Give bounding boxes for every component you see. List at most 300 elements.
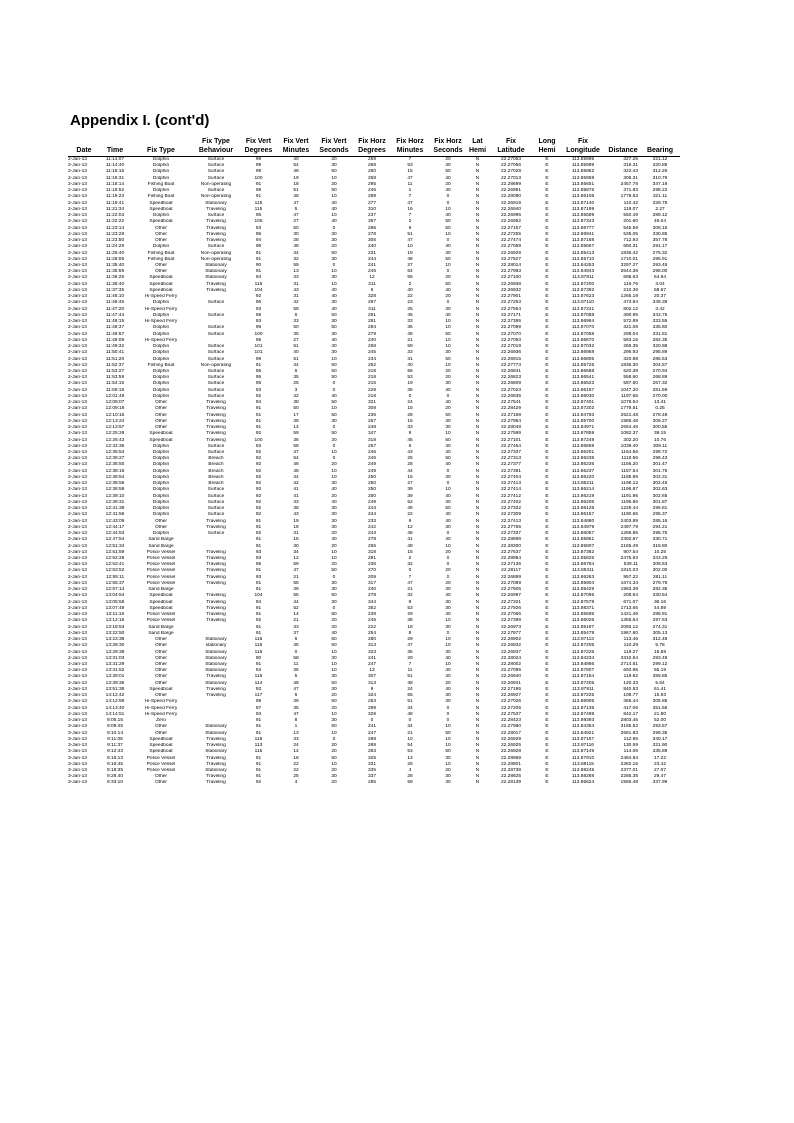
cell-fix-horz-seconds: 50 bbox=[445, 219, 451, 225]
cell-bearing: 270.00 bbox=[652, 393, 668, 399]
cell-time: 12:39:31 bbox=[105, 499, 125, 505]
table-row bbox=[68, 706, 680, 712]
cell-fix-horz-minutes: 31 bbox=[407, 356, 413, 362]
cell-fix-vert-seconds: 20 bbox=[331, 531, 337, 537]
cell-fix-horz-degrees: 318 bbox=[367, 437, 376, 443]
cell-bearing: 293.45 bbox=[652, 262, 668, 268]
cell-fix-vert-seconds: 50 bbox=[331, 568, 337, 574]
table-row bbox=[68, 650, 680, 656]
cell-fix-vert-minutes: 43 bbox=[293, 287, 299, 293]
cell-fix-vert-degrees: 115 bbox=[254, 206, 263, 212]
cell-lat-hemi: N bbox=[475, 630, 480, 636]
cell-bearing: 330.54 bbox=[652, 593, 668, 599]
cell-fix-horz-degrees: 268 bbox=[367, 163, 376, 169]
cell-fix-longitude: 113.86201 bbox=[571, 450, 595, 456]
cell-fix-vert-seconds: 20 bbox=[331, 437, 337, 443]
cell-fix-type-behaviour: Traveling bbox=[206, 206, 226, 212]
cell-fix-longitude: 113.85710 bbox=[571, 256, 595, 262]
cell-time: 11:21:34 bbox=[105, 206, 125, 212]
cell-date: 2-Jan-13 bbox=[68, 499, 87, 505]
cell-fix-horz-degrees: 337 bbox=[367, 774, 376, 780]
cell-date: 2-Jan-13 bbox=[68, 699, 87, 705]
cell-long-hemi: E bbox=[545, 624, 549, 630]
cell-date: 3-Jan-13 bbox=[68, 755, 87, 761]
cell-date: 2-Jan-13 bbox=[68, 206, 87, 212]
cell-fix-horz-minutes: 0 bbox=[408, 393, 412, 399]
header-top-fix-horz-minutes: Fix Horz bbox=[396, 138, 424, 145]
cell-distance: 2403.89 bbox=[620, 518, 638, 524]
cell-distance: 712.93 bbox=[623, 238, 638, 244]
table-row bbox=[68, 194, 680, 200]
cell-fix-horz-seconds: 0 bbox=[446, 574, 450, 580]
cell-time: 11:48:37 bbox=[105, 325, 125, 331]
cell-fix-longitude: 113.85904 bbox=[571, 580, 595, 586]
cell-fix-vert-seconds: 50 bbox=[331, 400, 337, 406]
cell-fix-horz-minutes: 56 bbox=[407, 368, 413, 374]
cell-fix-horz-minutes: 48 bbox=[407, 256, 413, 262]
cell-fix-type: Dolphin bbox=[152, 157, 170, 162]
cell-fix-type-behaviour: Surface bbox=[207, 493, 225, 499]
cell-fix-horz-minutes: 25 bbox=[407, 761, 413, 767]
cell-fix-horz-seconds: 30 bbox=[445, 425, 451, 431]
cell-time: 11:14:40 bbox=[105, 163, 125, 169]
cell-long-hemi: E bbox=[545, 556, 549, 561]
cell-fix-longitude: 113.86220 bbox=[571, 474, 595, 480]
cell-distance: 320.88 bbox=[623, 356, 638, 362]
cell-distance: 535.05 bbox=[623, 231, 638, 237]
cell-fix-vert-seconds: 10 bbox=[331, 711, 337, 717]
cell-date: 2-Jan-13 bbox=[68, 537, 87, 543]
cell-fix-vert-minutes: 19 bbox=[293, 175, 299, 181]
cell-fix-type: Other bbox=[155, 693, 167, 699]
cell-bearing: 295.76 bbox=[652, 531, 668, 537]
cell-long-hemi: E bbox=[545, 300, 549, 306]
cell-fix-latitude: 22.28300 bbox=[500, 543, 521, 549]
cell-fix-vert-degrees: 92 bbox=[255, 493, 262, 499]
cell-fix-type: Other bbox=[155, 774, 167, 780]
cell-lat-hemi: N bbox=[475, 612, 480, 618]
cell-fix-vert-degrees: 99 bbox=[255, 169, 262, 175]
cell-fix-horz-minutes: 53 bbox=[407, 163, 413, 169]
cell-fix-horz-minutes: 9 bbox=[408, 225, 412, 231]
cell-fix-horz-minutes: 53 bbox=[407, 605, 413, 611]
cell-fix-vert-minutes: 54 bbox=[293, 163, 299, 169]
cell-distance: 2803.45 bbox=[620, 718, 638, 724]
cell-distance: 1082.37 bbox=[620, 431, 638, 437]
cell-fix-vert-degrees: 94 bbox=[255, 400, 262, 406]
cell-lat-hemi: N bbox=[475, 568, 480, 574]
cell-fix-latitude: 22.27337 bbox=[500, 450, 521, 456]
cell-fix-horz-degrees: 278 bbox=[367, 537, 376, 543]
cell-distance: 119.07 bbox=[623, 206, 638, 212]
cell-date: 2-Jan-13 bbox=[68, 437, 87, 443]
cell-fix-vert-degrees: 92 bbox=[255, 456, 262, 462]
cell-fix-type-behaviour: Traveling bbox=[206, 238, 226, 244]
table-row bbox=[68, 618, 680, 624]
cell-fix-horz-seconds: 50 bbox=[445, 730, 451, 736]
cell-date: 2-Jan-13 bbox=[68, 256, 87, 262]
cell-time: 11:54:15 bbox=[105, 381, 125, 387]
cell-fix-type: Other bbox=[155, 524, 167, 530]
cell-date: 2-Jan-13 bbox=[68, 406, 87, 412]
cell-lat-hemi: N bbox=[475, 213, 480, 219]
cell-fix-vert-degrees: 101 bbox=[254, 350, 263, 356]
cell-fix-horz-minutes: 1 bbox=[408, 188, 412, 194]
cell-time: 11:22:03 bbox=[105, 213, 125, 219]
cell-fix-type: Dolphin bbox=[152, 356, 170, 362]
cell-distance: 1836.42 bbox=[620, 250, 638, 256]
cell-date: 2-Jan-13 bbox=[68, 580, 87, 586]
cell-time: 11:36:26 bbox=[105, 275, 125, 281]
cell-fix-vert-seconds: 0 bbox=[332, 605, 336, 611]
cell-distance: 319.31 bbox=[623, 163, 638, 169]
cell-fix-longitude: 113.87579 bbox=[571, 599, 595, 605]
cell-fix-horz-degrees: 246 bbox=[367, 188, 376, 194]
cell-date: 2-Jan-13 bbox=[68, 456, 87, 462]
cell-long-hemi: E bbox=[545, 487, 549, 493]
cell-fix-horz-degrees: 240 bbox=[367, 244, 376, 250]
cell-fix-type-behaviour: Traveling bbox=[206, 755, 226, 761]
cell-lat-hemi: N bbox=[475, 543, 480, 549]
cell-fix-vert-minutes: 36 bbox=[293, 437, 299, 443]
cell-fix-horz-degrees: 254 bbox=[367, 630, 376, 636]
cell-fix-longitude: 113.84234 bbox=[571, 655, 595, 661]
cell-distance: 3185.52 bbox=[620, 724, 638, 730]
cell-fix-horz-seconds: 10 bbox=[445, 337, 451, 343]
cell-fix-vert-degrees: 93 bbox=[255, 443, 262, 449]
cell-fix-latitude: 22.26841 bbox=[500, 368, 521, 374]
cell-fix-type: Dolphin bbox=[152, 499, 170, 505]
cell-lat-hemi: N bbox=[475, 425, 480, 431]
cell-fix-vert-degrees: 115 bbox=[254, 674, 263, 680]
cell-fix-type: Other bbox=[155, 418, 167, 424]
cell-fix-latitude: 22.27983 bbox=[500, 269, 521, 275]
cell-time: 11:24:29 bbox=[105, 244, 125, 250]
cell-fix-vert-minutes: 50 bbox=[293, 325, 299, 331]
table-row bbox=[68, 625, 680, 631]
cell-fix-horz-degrees: 245 bbox=[367, 350, 376, 356]
cell-long-hemi: E bbox=[545, 767, 549, 773]
cell-lat-hemi: N bbox=[475, 705, 480, 711]
cell-date: 2-Jan-13 bbox=[68, 368, 87, 374]
cell-fix-vert-seconds: 0 bbox=[332, 574, 336, 580]
cell-distance: 539.11 bbox=[623, 562, 638, 568]
cell-fix-type-behaviour: Surface bbox=[207, 163, 225, 169]
cell-fix-type-behaviour: stationary bbox=[205, 643, 227, 649]
cell-fix-vert-degrees: 91 bbox=[255, 269, 262, 275]
cell-bearing: 2.27 bbox=[655, 206, 665, 212]
cell-fix-horz-degrees: 335 bbox=[367, 767, 376, 773]
cell-date: 3-Jan-13 bbox=[68, 749, 87, 755]
cell-fix-horz-seconds: 20 bbox=[445, 275, 451, 281]
cell-lat-hemi: N bbox=[475, 450, 480, 456]
cell-fix-horz-degrees: 297 bbox=[367, 300, 376, 306]
cell-fix-vert-minutes: 40 bbox=[293, 157, 299, 162]
cell-bearing: 302.31 bbox=[652, 474, 668, 480]
cell-fix-type-behaviour: Traveling bbox=[206, 686, 226, 692]
cell-fix-type: Hi-Speed Ferry bbox=[144, 337, 178, 343]
cell-fix-type-behaviour: Surface bbox=[207, 325, 225, 331]
cell-long-hemi: E bbox=[545, 418, 549, 424]
table-row bbox=[68, 201, 680, 207]
cell-fix-latitude: 22.26940 bbox=[500, 206, 521, 212]
cell-lat-hemi: N bbox=[475, 780, 480, 786]
cell-bearing: 309.27 bbox=[652, 418, 668, 424]
cell-fix-horz-seconds: 10 bbox=[445, 325, 451, 331]
cell-fix-type-behaviour: Breach bbox=[208, 462, 224, 468]
cell-distance: 1810.03 bbox=[620, 568, 638, 574]
page-title: Appendix I. (cont'd) bbox=[70, 112, 210, 129]
cell-fix-vert-seconds: 50 bbox=[331, 325, 337, 331]
cell-long-hemi: E bbox=[545, 655, 549, 661]
cell-fix-horz-minutes: 18 bbox=[407, 624, 413, 630]
cell-fix-longitude: 113.88288 bbox=[571, 774, 595, 780]
cell-fix-type-behaviour: Surface bbox=[207, 387, 225, 393]
cell-fix-horz-minutes: 2 bbox=[408, 556, 412, 561]
cell-long-hemi: E bbox=[545, 393, 549, 399]
cell-fix-horz-degrees: 357 bbox=[367, 219, 376, 225]
cell-fix-longitude: 113.84921 bbox=[571, 730, 595, 736]
cell-distance: 2382.15 bbox=[620, 761, 638, 767]
header-top-fix-type-behaviour: Fix Type bbox=[202, 138, 230, 145]
cell-fix-type: Hi-Speed Ferry bbox=[144, 705, 178, 711]
cell-fix-vert-minutes: 33 bbox=[293, 275, 299, 281]
cell-fix-vert-minutes: 39 bbox=[293, 699, 299, 705]
table-row bbox=[68, 674, 680, 680]
cell-fix-type-behaviour: Traveling bbox=[206, 231, 226, 237]
cell-fix-vert-seconds: 10 bbox=[331, 213, 337, 219]
cell-fix-horz-seconds: 20 bbox=[445, 568, 451, 574]
cell-fix-vert-minutes: 58 bbox=[293, 443, 299, 449]
cell-fix-horz-degrees: 222 bbox=[367, 624, 376, 630]
cell-long-hemi: E bbox=[545, 306, 549, 312]
cell-fix-horz-minutes: 44 bbox=[407, 468, 413, 474]
cell-time: 12:55:11 bbox=[105, 574, 125, 580]
cell-fix-vert-seconds: 40 bbox=[331, 337, 337, 343]
cell-long-hemi: E bbox=[545, 219, 549, 225]
cell-fix-vert-degrees: 91 bbox=[255, 587, 262, 593]
cell-fix-horz-minutes: 9 bbox=[408, 599, 412, 605]
cell-fix-longitude: 113.86057 bbox=[571, 531, 595, 537]
cell-fix-latitude: 22.27255 bbox=[500, 231, 521, 237]
table-row bbox=[68, 275, 680, 281]
cell-fix-horz-seconds: 30 bbox=[445, 755, 451, 761]
cell-date: 2-Jan-13 bbox=[68, 175, 87, 181]
cell-distance: 671.07 bbox=[623, 599, 638, 605]
cell-bearing: 320.89 bbox=[652, 163, 668, 169]
cell-fix-vert-seconds: 40 bbox=[331, 206, 337, 212]
cell-fix-vert-degrees: 95 bbox=[255, 381, 262, 387]
cell-lat-hemi: N bbox=[475, 562, 480, 568]
cell-date: 2-Jan-13 bbox=[68, 169, 87, 175]
table-header-top-row bbox=[68, 137, 680, 146]
cell-fix-vert-minutes: 59 bbox=[293, 262, 299, 268]
cell-fix-latitude: 22.28117 bbox=[501, 568, 521, 574]
cell-lat-hemi: N bbox=[475, 711, 480, 717]
cell-fix-vert-degrees: 91 bbox=[255, 612, 262, 618]
cell-date: 2-Jan-13 bbox=[68, 219, 87, 225]
cell-fix-vert-seconds: 10 bbox=[331, 269, 337, 275]
cell-long-hemi: E bbox=[545, 225, 549, 231]
cell-time: 14:13:40 bbox=[105, 705, 125, 711]
table-row bbox=[68, 381, 680, 387]
cell-time: 11:19:23 bbox=[105, 194, 125, 200]
cell-distance: 558.60 bbox=[623, 375, 638, 381]
cell-fix-longitude: 113.85952 bbox=[571, 169, 595, 175]
cell-fix-vert-degrees: 91 bbox=[255, 412, 262, 418]
cell-fix-vert-minutes: 37 bbox=[293, 630, 299, 636]
cell-fix-type: Fishing Boat bbox=[147, 256, 175, 262]
cell-fix-horz-degrees: 218 bbox=[367, 375, 376, 381]
cell-fix-vert-seconds: 0 bbox=[332, 456, 336, 462]
cell-date: 3-Jan-13 bbox=[68, 724, 87, 730]
cell-bearing: 44.89 bbox=[653, 605, 666, 611]
cell-fix-vert-minutes: 48 bbox=[293, 194, 299, 200]
cell-fix-vert-seconds: 30 bbox=[331, 238, 337, 244]
cell-fix-horz-minutes: 12 bbox=[407, 524, 413, 530]
cell-time: 9:05:15 bbox=[106, 718, 123, 724]
cell-fix-vert-degrees: 94 bbox=[255, 238, 262, 244]
table-row bbox=[68, 681, 680, 687]
cell-fix-latitude: 22.28139 bbox=[500, 780, 521, 786]
cell-lat-hemi: N bbox=[475, 556, 480, 561]
cell-fix-type-behaviour: Traveling bbox=[206, 549, 226, 555]
cell-fix-horz-degrees: 308 bbox=[367, 406, 376, 412]
cell-fix-vert-seconds: 30 bbox=[331, 350, 337, 356]
cell-lat-hemi: N bbox=[475, 231, 480, 237]
cell-fix-horz-minutes: 22 bbox=[407, 294, 413, 300]
cell-lat-hemi: N bbox=[475, 238, 480, 244]
cell-long-hemi: E bbox=[545, 537, 549, 543]
cell-fix-vert-seconds: 0 bbox=[332, 381, 336, 387]
cell-time: 12:13:57 bbox=[105, 425, 125, 431]
cell-fix-vert-degrees: 95 bbox=[255, 375, 262, 381]
cell-time: 12:10:16 bbox=[105, 412, 125, 418]
cell-fix-type: Speedboat bbox=[149, 219, 173, 225]
cell-long-hemi: E bbox=[545, 761, 549, 767]
cell-fix-vert-degrees: 93 bbox=[255, 549, 262, 555]
cell-fix-horz-seconds: 0 bbox=[446, 269, 450, 275]
cell-fix-horz-minutes: 40 bbox=[407, 287, 413, 293]
cell-long-hemi: E bbox=[545, 518, 549, 524]
cell-fix-vert-seconds: 50 bbox=[331, 755, 337, 761]
cell-fix-vert-minutes: 51 bbox=[293, 188, 299, 194]
cell-date: 2-Jan-13 bbox=[68, 287, 87, 293]
cell-fix-horz-degrees: 286 bbox=[367, 225, 376, 231]
cell-fix-horz-degrees: 331 bbox=[367, 761, 376, 767]
cell-fix-horz-seconds: 10 bbox=[445, 661, 451, 667]
cell-distance: 1674.34 bbox=[620, 580, 638, 586]
cell-distance: 110.42 bbox=[623, 200, 638, 206]
cell-time: 12:32:35 bbox=[105, 443, 125, 449]
cell-date: 2-Jan-13 bbox=[68, 468, 87, 474]
cell-fix-vert-minutes: 55 bbox=[293, 580, 299, 586]
cell-fix-latitude: 22.27063 bbox=[500, 157, 521, 162]
cell-date: 2-Jan-13 bbox=[68, 618, 87, 624]
cell-bearing: 296.81 bbox=[652, 506, 668, 512]
cell-date: 2-Jan-13 bbox=[68, 562, 87, 568]
cell-fix-type: Other bbox=[155, 661, 167, 667]
cell-long-hemi: E bbox=[545, 743, 549, 749]
cell-fix-type: Other bbox=[155, 780, 167, 786]
cell-fix-vert-degrees: 94 bbox=[255, 599, 262, 605]
cell-fix-vert-minutes: 22 bbox=[293, 761, 299, 767]
header-top-fix-vert-minutes: Fix Vert bbox=[283, 138, 309, 145]
cell-bearing: 278.48 bbox=[652, 412, 668, 418]
cell-time: 13:12:16 bbox=[105, 618, 125, 624]
cell-fix-latitude: 22.27136 bbox=[500, 562, 521, 568]
cell-lat-hemi: N bbox=[475, 593, 480, 599]
cell-fix-type: Dolphin bbox=[152, 169, 170, 175]
cell-fix-vert-seconds: 50 bbox=[331, 431, 337, 437]
cell-fix-type: Other bbox=[155, 674, 167, 680]
cell-fix-latitude: 22.28024 bbox=[500, 655, 521, 661]
cell-fix-type: Fishing Boat bbox=[147, 362, 175, 368]
cell-fix-vert-minutes: 17 bbox=[293, 412, 299, 418]
cell-fix-horz-minutes: 9 bbox=[408, 518, 412, 524]
cell-long-hemi: E bbox=[545, 287, 549, 293]
cell-fix-vert-minutes: 18 bbox=[293, 755, 299, 761]
cell-fix-horz-seconds: 10 bbox=[445, 761, 451, 767]
cell-fix-vert-minutes: 6 bbox=[294, 637, 298, 643]
cell-date: 2-Jan-13 bbox=[68, 524, 87, 530]
cell-time: 12:36:50 bbox=[105, 462, 125, 468]
cell-bearing: 0.25 bbox=[655, 406, 665, 412]
cell-fix-type-behaviour: Surface bbox=[207, 381, 225, 387]
cell-fix-vert-seconds: 30 bbox=[331, 256, 337, 262]
cell-date: 2-Jan-13 bbox=[68, 294, 87, 300]
cell-fix-type: Police Vessel bbox=[146, 612, 176, 618]
cell-fix-latitude: 22.27637 bbox=[500, 549, 521, 555]
cell-time: 11:35:40 bbox=[105, 262, 125, 268]
cell-fix-horz-seconds: 0 bbox=[446, 630, 450, 636]
cell-fix-longitude: 113.87135 bbox=[571, 705, 595, 711]
cell-fix-horz-minutes: 4 bbox=[408, 767, 412, 773]
cell-date: 2-Jan-13 bbox=[68, 312, 87, 318]
cell-lat-hemi: N bbox=[475, 294, 480, 300]
cell-bearing: 281.59 bbox=[652, 387, 668, 393]
cell-fix-horz-degrees: 285 bbox=[367, 780, 376, 786]
cell-fix-type: Dolphin bbox=[152, 531, 170, 537]
cell-fix-horz-minutes: 39 bbox=[407, 493, 413, 499]
cell-fix-type: Other bbox=[155, 518, 167, 524]
cell-fix-longitude: 113.85951 bbox=[571, 537, 595, 543]
cell-fix-horz-seconds: 50 bbox=[445, 506, 451, 512]
cell-fix-vert-seconds: 40 bbox=[331, 344, 337, 350]
cell-fix-type-behaviour: Surface bbox=[207, 531, 225, 537]
cell-fix-longitude: 113.87859 bbox=[571, 431, 595, 437]
cell-fix-longitude: 113.86905 bbox=[571, 699, 595, 705]
cell-fix-horz-degrees: 253 bbox=[367, 699, 376, 705]
cell-bearing: 20.37 bbox=[653, 294, 666, 300]
cell-fix-horz-degrees: 291 bbox=[367, 556, 376, 561]
cell-long-hemi: E bbox=[545, 574, 549, 580]
cell-fix-type-behaviour: Traveling bbox=[206, 580, 226, 586]
cell-fix-horz-seconds: 50 bbox=[445, 281, 451, 287]
cell-fix-longitude: 113.85875 bbox=[571, 188, 595, 194]
cell-date: 2-Jan-13 bbox=[68, 181, 87, 187]
cell-fix-vert-minutes: 48 bbox=[293, 462, 299, 468]
cell-fix-longitude: 113.87110 bbox=[572, 300, 594, 306]
cell-long-hemi: E bbox=[545, 262, 549, 268]
cell-fix-vert-degrees: 96 bbox=[255, 368, 262, 374]
cell-long-hemi: E bbox=[545, 749, 549, 755]
cell-lat-hemi: N bbox=[475, 169, 480, 175]
cell-fix-vert-minutes: 3 bbox=[294, 387, 298, 393]
cell-fix-vert-seconds: 10 bbox=[331, 450, 337, 456]
cell-fix-type-behaviour: Stationary bbox=[205, 730, 227, 736]
cell-fix-horz-minutes: 2 bbox=[408, 219, 412, 225]
